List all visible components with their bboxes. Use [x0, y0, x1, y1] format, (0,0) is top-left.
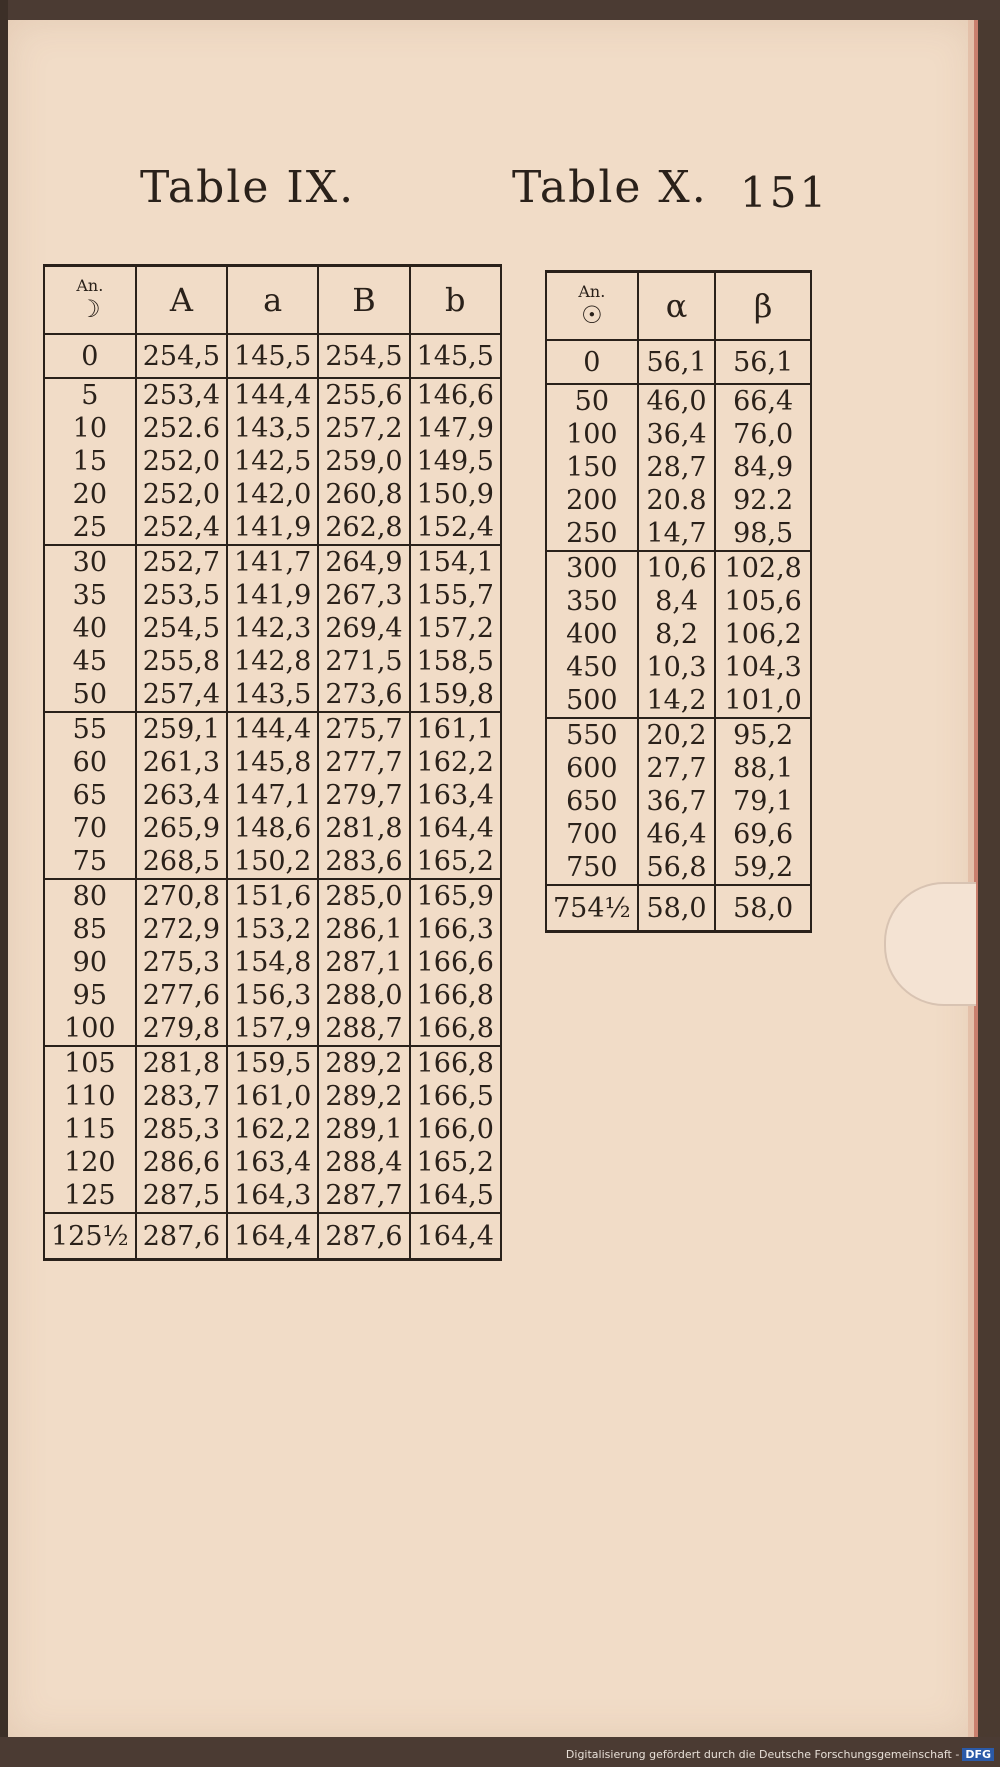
- cell-an: 600: [546, 752, 638, 785]
- cell-an: 75: [44, 845, 136, 879]
- table-row: [44, 1179, 501, 1213]
- table-row: [44, 678, 501, 712]
- cell-B: 257,2: [318, 412, 409, 445]
- cell-A: 287,6: [136, 1213, 227, 1260]
- cell-beta: 105,6: [715, 585, 811, 618]
- cell-b: 165,2: [410, 1146, 501, 1179]
- table-row: [546, 718, 811, 752]
- cell-alpha: 58,0: [638, 885, 716, 932]
- table-row: [546, 618, 811, 651]
- col-B-header: B: [318, 266, 409, 335]
- cell-alpha: 20,2: [638, 718, 716, 752]
- cell-B: 271,5: [318, 645, 409, 678]
- table-row: [44, 445, 501, 478]
- table-row: [546, 818, 811, 851]
- table-x-header-row: [546, 272, 811, 341]
- cell-B: 259,0: [318, 445, 409, 478]
- cell-a: 151,6: [227, 879, 318, 913]
- table-row: [44, 645, 501, 678]
- cell-a: 157,9: [227, 1012, 318, 1046]
- cell-a: 144,4: [227, 378, 318, 412]
- cell-beta: 79,1: [715, 785, 811, 818]
- cell-a: 142,3: [227, 612, 318, 645]
- cell-beta: 66,4: [715, 384, 811, 418]
- table-row: [546, 752, 811, 785]
- cell-an: 250: [546, 517, 638, 551]
- table-row: [44, 779, 501, 812]
- cell-alpha: 14,7: [638, 517, 716, 551]
- table-row: [546, 384, 811, 418]
- cell-an: 5: [44, 378, 136, 412]
- table-ix-body: [44, 334, 501, 1260]
- an-label: An.: [76, 276, 104, 295]
- cell-a: 142,0: [227, 478, 318, 511]
- cell-A: 254,5: [136, 612, 227, 645]
- table-row: [44, 579, 501, 612]
- cell-a: 143,5: [227, 678, 318, 712]
- table-row: [44, 1012, 501, 1046]
- cell-alpha: 8,2: [638, 618, 716, 651]
- cell-an: 60: [44, 746, 136, 779]
- cell-an: 450: [546, 651, 638, 684]
- cell-an: 500: [546, 684, 638, 718]
- cell-b: 161,1: [410, 712, 501, 746]
- table-row: [546, 340, 811, 384]
- dfg-logo: DFG: [962, 1748, 994, 1761]
- cell-b: 149,5: [410, 445, 501, 478]
- cell-A: 281,8: [136, 1046, 227, 1080]
- cell-B: 288,7: [318, 1012, 409, 1046]
- cell-alpha: 56,1: [638, 340, 716, 384]
- cell-an: 95: [44, 979, 136, 1012]
- cell-A: 252.6: [136, 412, 227, 445]
- table-row: [44, 334, 501, 378]
- page-clip: [884, 882, 976, 1006]
- footer-text: Digitalisierung gefördert durch die Deutsche Forschungsgemeinschaft -: [565, 1748, 960, 1761]
- cell-b: 165,2: [410, 845, 501, 879]
- cell-B: 279,7: [318, 779, 409, 812]
- cell-A: 254,5: [136, 334, 227, 378]
- cell-A: 285,3: [136, 1113, 227, 1146]
- table-row: [44, 1213, 501, 1260]
- cell-B: 289,2: [318, 1046, 409, 1080]
- cell-A: 270,8: [136, 879, 227, 913]
- cell-a: 164,4: [227, 1213, 318, 1260]
- cell-b: 165,9: [410, 879, 501, 913]
- cell-an: 70: [44, 812, 136, 845]
- table-row: [44, 1146, 501, 1179]
- scan-top-edge: [0, 0, 1000, 20]
- cell-alpha: 14,2: [638, 684, 716, 718]
- cell-b: 166,6: [410, 946, 501, 979]
- cell-a: 161,0: [227, 1080, 318, 1113]
- cell-b: 163,4: [410, 779, 501, 812]
- cell-a: 147,1: [227, 779, 318, 812]
- cell-beta: 69,6: [715, 818, 811, 851]
- cell-A: 253,4: [136, 378, 227, 412]
- cell-alpha: 28,7: [638, 451, 716, 484]
- table-ix: [43, 264, 502, 1261]
- cell-beta: 88,1: [715, 752, 811, 785]
- cell-B: 260,8: [318, 478, 409, 511]
- table-ix-header-row: [44, 266, 501, 335]
- cell-an: 700: [546, 818, 638, 851]
- table-x: [545, 270, 812, 933]
- table-row: [546, 651, 811, 684]
- cell-b: 166,8: [410, 1046, 501, 1080]
- cell-b: 145,5: [410, 334, 501, 378]
- cell-beta: 95,2: [715, 718, 811, 752]
- cell-an: 125: [44, 1179, 136, 1213]
- cell-an: 100: [546, 418, 638, 451]
- table-row: [546, 851, 811, 885]
- cell-an: 125½: [44, 1213, 136, 1260]
- cell-an: 55: [44, 712, 136, 746]
- book-spine: [0, 0, 8, 1767]
- cell-b: 152,4: [410, 511, 501, 545]
- cell-a: 144,4: [227, 712, 318, 746]
- cell-beta: 98,5: [715, 517, 811, 551]
- table-ix-heading: Table IX.: [140, 162, 356, 213]
- cell-B: 254,5: [318, 334, 409, 378]
- cell-an: 35: [44, 579, 136, 612]
- cell-B: 277,7: [318, 746, 409, 779]
- table-row: [44, 511, 501, 545]
- table-row: [44, 845, 501, 879]
- cell-A: 257,4: [136, 678, 227, 712]
- table-row: [546, 418, 811, 451]
- cell-an: 0: [546, 340, 638, 384]
- cell-b: 159,8: [410, 678, 501, 712]
- cell-beta: 76,0: [715, 418, 811, 451]
- cell-A: 261,3: [136, 746, 227, 779]
- cell-A: 275,3: [136, 946, 227, 979]
- cell-a: 154,8: [227, 946, 318, 979]
- sun-icon: ☉: [581, 301, 603, 329]
- cell-an: 120: [44, 1146, 136, 1179]
- table-x-heading: Table X.: [512, 162, 708, 213]
- cell-an: 750: [546, 851, 638, 885]
- cell-an: 300: [546, 551, 638, 585]
- cell-b: 158,5: [410, 645, 501, 678]
- cell-an: 50: [546, 384, 638, 418]
- cell-B: 289,2: [318, 1080, 409, 1113]
- cell-B: 287,1: [318, 946, 409, 979]
- cell-beta: 102,8: [715, 551, 811, 585]
- cell-a: 162,2: [227, 1113, 318, 1146]
- cell-B: 273,6: [318, 678, 409, 712]
- cell-alpha: 56,8: [638, 851, 716, 885]
- cell-an: 115: [44, 1113, 136, 1146]
- cell-an: 105: [44, 1046, 136, 1080]
- cell-B: 286,1: [318, 913, 409, 946]
- cell-a: 159,5: [227, 1046, 318, 1080]
- cell-A: 268,5: [136, 845, 227, 879]
- cell-an: 15: [44, 445, 136, 478]
- cell-A: 259,1: [136, 712, 227, 746]
- cell-an: 650: [546, 785, 638, 818]
- cell-beta: 56,1: [715, 340, 811, 384]
- cell-B: 287,6: [318, 1213, 409, 1260]
- cell-an: 45: [44, 645, 136, 678]
- moon-icon: ☽: [79, 295, 101, 323]
- cell-beta: 92.2: [715, 484, 811, 517]
- cell-beta: 58,0: [715, 885, 811, 932]
- table-row: [44, 812, 501, 845]
- page-number: 151: [740, 168, 830, 217]
- cell-A: 277,6: [136, 979, 227, 1012]
- cell-a: 141,7: [227, 545, 318, 579]
- cell-A: 252,4: [136, 511, 227, 545]
- cell-A: 287,5: [136, 1179, 227, 1213]
- table-row: [44, 712, 501, 746]
- cell-beta: 101,0: [715, 684, 811, 718]
- cell-B: 285,0: [318, 879, 409, 913]
- cell-alpha: 27,7: [638, 752, 716, 785]
- table-row: [44, 746, 501, 779]
- table-x-body: [546, 340, 811, 932]
- cell-an: 110: [44, 1080, 136, 1113]
- table-row: [546, 451, 811, 484]
- cell-an: 150: [546, 451, 638, 484]
- cell-beta: 59,2: [715, 851, 811, 885]
- table-row: [546, 551, 811, 585]
- cell-b: 164,5: [410, 1179, 501, 1213]
- cell-A: 286,6: [136, 1146, 227, 1179]
- cell-b: 166,5: [410, 1080, 501, 1113]
- cell-A: 252,0: [136, 478, 227, 511]
- cell-a: 163,4: [227, 1146, 318, 1179]
- cell-an: 40: [44, 612, 136, 645]
- table-row: [546, 585, 811, 618]
- cell-an: 350: [546, 585, 638, 618]
- table-row: [546, 484, 811, 517]
- table-row: [44, 412, 501, 445]
- cell-B: 267,3: [318, 579, 409, 612]
- cell-b: 154,1: [410, 545, 501, 579]
- cell-a: 153,2: [227, 913, 318, 946]
- col-A-header: A: [136, 266, 227, 335]
- table-row: [44, 478, 501, 511]
- cell-B: 262,8: [318, 511, 409, 545]
- table-row: [44, 879, 501, 913]
- cell-a: 142,5: [227, 445, 318, 478]
- cell-a: 141,9: [227, 511, 318, 545]
- cell-alpha: 20.8: [638, 484, 716, 517]
- cell-alpha: 36,7: [638, 785, 716, 818]
- col-an-header: [546, 272, 638, 341]
- cell-b: 164,4: [410, 812, 501, 845]
- cell-a: 141,9: [227, 579, 318, 612]
- col-a-header: a: [227, 266, 318, 335]
- cell-an: 400: [546, 618, 638, 651]
- an-label: An.: [578, 282, 606, 301]
- cell-A: 272,9: [136, 913, 227, 946]
- cell-alpha: 10,3: [638, 651, 716, 684]
- table-row: [546, 517, 811, 551]
- cell-a: 148,6: [227, 812, 318, 845]
- table-row: [44, 545, 501, 579]
- cell-beta: 106,2: [715, 618, 811, 651]
- cell-an: 30: [44, 545, 136, 579]
- cell-an: 50: [44, 678, 136, 712]
- cell-an: 90: [44, 946, 136, 979]
- cell-an: 65: [44, 779, 136, 812]
- cell-A: 253,5: [136, 579, 227, 612]
- cell-an: 0: [44, 334, 136, 378]
- cell-B: 275,7: [318, 712, 409, 746]
- cell-A: 252,0: [136, 445, 227, 478]
- table-row: [546, 885, 811, 932]
- cell-A: 263,4: [136, 779, 227, 812]
- cell-A: 279,8: [136, 1012, 227, 1046]
- cell-an: 80: [44, 879, 136, 913]
- col-beta-header: β: [715, 272, 811, 341]
- table-row: [546, 785, 811, 818]
- cell-alpha: 46,4: [638, 818, 716, 851]
- cell-alpha: 10,6: [638, 551, 716, 585]
- table-row: [546, 684, 811, 718]
- cell-a: 143,5: [227, 412, 318, 445]
- cell-b: 157,2: [410, 612, 501, 645]
- cell-b: 147,9: [410, 412, 501, 445]
- table-row: [44, 1046, 501, 1080]
- cell-B: 288,0: [318, 979, 409, 1012]
- cell-b: 155,7: [410, 579, 501, 612]
- cell-an: 100: [44, 1012, 136, 1046]
- cell-B: 287,7: [318, 1179, 409, 1213]
- col-b-header: b: [410, 266, 501, 335]
- cell-a: 142,8: [227, 645, 318, 678]
- table-row: [44, 946, 501, 979]
- cell-b: 166,3: [410, 913, 501, 946]
- cell-an: 754½: [546, 885, 638, 932]
- table-row: [44, 1080, 501, 1113]
- cell-b: 166,0: [410, 1113, 501, 1146]
- cell-A: 265,9: [136, 812, 227, 845]
- table-row: [44, 1113, 501, 1146]
- table-row: [44, 913, 501, 946]
- cell-B: 269,4: [318, 612, 409, 645]
- cell-B: 289,1: [318, 1113, 409, 1146]
- cell-a: 145,8: [227, 746, 318, 779]
- digitization-footer: [566, 1748, 994, 1761]
- col-an-header: [44, 266, 136, 335]
- cell-an: 25: [44, 511, 136, 545]
- cell-B: 283,6: [318, 845, 409, 879]
- cell-alpha: 8,4: [638, 585, 716, 618]
- cell-a: 164,3: [227, 1179, 318, 1213]
- cell-b: 164,4: [410, 1213, 501, 1260]
- cell-beta: 104,3: [715, 651, 811, 684]
- cell-an: 20: [44, 478, 136, 511]
- cell-A: 283,7: [136, 1080, 227, 1113]
- cell-a: 150,2: [227, 845, 318, 879]
- cell-an: 550: [546, 718, 638, 752]
- cell-a: 145,5: [227, 334, 318, 378]
- cell-b: 150,9: [410, 478, 501, 511]
- cell-b: 146,6: [410, 378, 501, 412]
- cell-an: 10: [44, 412, 136, 445]
- cell-A: 255,8: [136, 645, 227, 678]
- table-row: [44, 612, 501, 645]
- cell-A: 252,7: [136, 545, 227, 579]
- cell-alpha: 46,0: [638, 384, 716, 418]
- cell-B: 281,8: [318, 812, 409, 845]
- cell-alpha: 36,4: [638, 418, 716, 451]
- table-row: [44, 378, 501, 412]
- table-row: [44, 979, 501, 1012]
- cell-b: 166,8: [410, 979, 501, 1012]
- cell-b: 162,2: [410, 746, 501, 779]
- cell-B: 255,6: [318, 378, 409, 412]
- cell-a: 156,3: [227, 979, 318, 1012]
- cell-B: 288,4: [318, 1146, 409, 1179]
- cell-B: 264,9: [318, 545, 409, 579]
- cell-b: 166,8: [410, 1012, 501, 1046]
- cell-beta: 84,9: [715, 451, 811, 484]
- cell-an: 200: [546, 484, 638, 517]
- cell-an: 85: [44, 913, 136, 946]
- col-alpha-header: α: [638, 272, 716, 341]
